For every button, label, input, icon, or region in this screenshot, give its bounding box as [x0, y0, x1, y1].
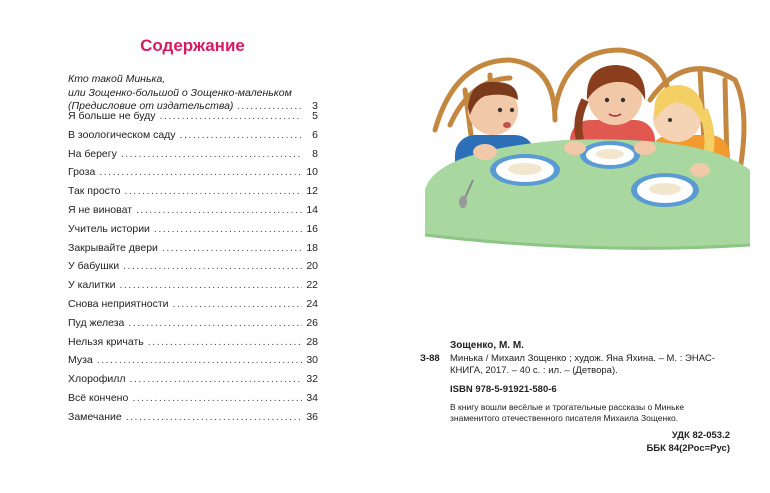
leader-dots [123, 260, 302, 272]
toc-page-number: 30 [306, 354, 318, 367]
catalog-row [420, 353, 730, 378]
toc-entry [68, 260, 318, 279]
catalog-udk: УДК 82-053.2 [671, 430, 730, 441]
toc-page-number: 28 [306, 335, 318, 348]
toc-entry-title: В зоологическом саду [68, 128, 176, 141]
toc-page-number: 16 [306, 222, 318, 235]
catalog-code: З-88 [420, 352, 440, 364]
toc-entry [68, 166, 318, 185]
leader-dots [148, 336, 302, 348]
preface-line [68, 73, 318, 87]
leader-dots [121, 148, 302, 160]
toc-entry-title: Пуд железа [68, 316, 125, 329]
toc-entry-title: Снова неприятности [68, 297, 169, 310]
toc-entry [68, 110, 318, 129]
catalog-isbn: ISBN 978-5-91921-580-6 [450, 383, 557, 395]
toc-entry [68, 411, 318, 430]
catalog-description: Минька / Михаил Зощенко ; худож. Яна Яхина. – М. : ЭНАС-КНИГА, 2017. – 40 с. : ил. – (Детвора). [450, 352, 715, 376]
toc-page-number: 18 [306, 241, 318, 254]
leader-dots [128, 317, 302, 329]
catalog-bbk: ББК 84(2Рос=Рус) [646, 442, 730, 454]
catalog-record [420, 340, 730, 455]
toc-entry-title: Учитель истории [68, 222, 150, 235]
toc-entry-title: Я не виноват [68, 203, 133, 216]
preface-line [68, 87, 318, 101]
leader-dots [120, 279, 302, 291]
toc-entry-title: У бабушки [68, 260, 120, 273]
toc-entry [68, 336, 318, 355]
toc-entry [68, 392, 318, 411]
toc-page-number: 26 [306, 316, 318, 329]
toc-entry [68, 373, 318, 392]
leader-dots [154, 223, 302, 235]
toc-entry [68, 129, 318, 148]
leader-dots [130, 373, 302, 385]
toc-entry-title: Всё кончено [68, 391, 129, 404]
toc-entry-title: Я больше не буду [68, 110, 156, 122]
toc-page-number: 36 [306, 410, 318, 423]
preface-line-3: (Предисловие от издательства) [68, 100, 234, 112]
toc-page-number: 10 [306, 166, 318, 179]
toc-entry [68, 185, 318, 204]
toc-page-number: 12 [306, 185, 318, 198]
leader-dots [180, 129, 302, 141]
leader-dots [126, 411, 302, 423]
toc-page-number: 20 [306, 260, 318, 273]
toc-entry [68, 279, 318, 298]
leader-dots [97, 354, 302, 366]
preface-line-1: Кто такой Минька, [68, 73, 166, 85]
toc-entry-title: Хлорофилл [68, 373, 126, 386]
toc-page-number: 32 [306, 373, 318, 386]
imprint-page [385, 0, 770, 493]
toc-list [68, 110, 318, 430]
toc-entry-title: Нельзя кричать [68, 335, 144, 348]
leader-dots [173, 298, 302, 310]
children-at-table-illustration [415, 40, 755, 250]
toc-page-number: 14 [306, 203, 318, 216]
preface-line-2: или Зощенко-большой о Зощенко-маленьком [68, 86, 292, 99]
toc-page-number: 8 [312, 147, 318, 160]
toc-entry-title: Гроза [68, 166, 96, 179]
leader-dots [132, 392, 302, 404]
catalog-annotation: В книгу вошли весёлые и трогательные рассказы о Миньке знаменитого отечественного писателя Михаила Зощенко. [450, 402, 685, 423]
toc-entry-title: Закрывайте двери [68, 241, 158, 254]
toc-entry-title: У калитки [68, 279, 116, 292]
leader-dots [162, 242, 302, 254]
toc-page-number: 3 [312, 100, 318, 112]
leader-dots [160, 110, 302, 122]
leader-dots [124, 185, 302, 197]
toc-page-number: 24 [306, 297, 318, 310]
toc-entry [68, 223, 318, 242]
toc-preface [68, 73, 318, 114]
catalog-author: Зощенко, М. М. [450, 340, 524, 351]
toc-entry [68, 148, 318, 167]
toc-page-number: 6 [312, 128, 318, 141]
leader-dots [99, 166, 302, 178]
toc-page-number: 22 [306, 279, 318, 292]
toc-entry [68, 204, 318, 223]
toc-entry-title: Муза [68, 354, 93, 367]
toc-entry [68, 317, 318, 336]
toc-entry [68, 354, 318, 373]
toc-page-number: 5 [312, 110, 318, 122]
toc-entry [68, 298, 318, 317]
toc-title: Содержание [140, 36, 245, 55]
toc-page-number: 34 [306, 391, 318, 404]
leader-dots [136, 204, 302, 216]
toc-entry-title: Так просто [68, 185, 121, 198]
toc-entry [68, 242, 318, 261]
toc-entry-title: На берегу [68, 147, 117, 160]
toc-entry-title: Замечание [68, 410, 122, 423]
